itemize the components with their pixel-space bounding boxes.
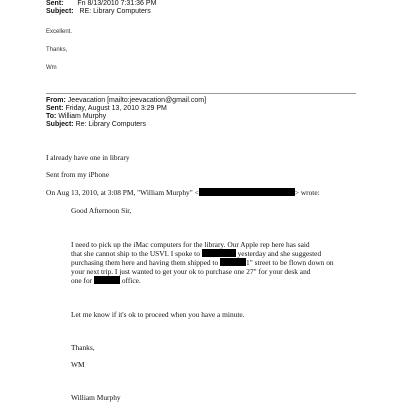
quoted-p1-line-1: I need to pick up the iMac computers for the library. Our Apple rep here has said: [71, 240, 310, 249]
from-value: Jeevacation [mailto:jeevacation@gmail.com]: [67, 97, 207, 104]
quote-intro: [46, 188, 320, 197]
redaction-office: [94, 276, 120, 284]
header-divider: [46, 93, 356, 94]
quoted-thanks: Thanks,: [71, 343, 95, 352]
quoted-p1-line-3-end: 1" street to be flown down on: [246, 258, 334, 267]
fwd-subject-line: [46, 121, 146, 129]
reply-line-2: Thanks,: [46, 47, 68, 53]
quoted-p2: Let me know if it's ok to proceed when you have a minute.: [71, 310, 245, 319]
sent-label: Sent:: [46, 0, 64, 7]
redaction-address: [220, 258, 246, 266]
fwd-sent-line: [46, 105, 167, 113]
quoted-p1-line-4: your next trip. I just wanted to get your ok to purchase one 27" for your desk and: [71, 267, 311, 276]
quoted-p1-line-3-start: purchasing them here and having them shipped to: [71, 258, 221, 267]
quoted-p1-line-5-end: office.: [119, 276, 141, 285]
sent-line: [46, 0, 156, 8]
quote-intro-end: > wrote:: [294, 188, 320, 197]
quote-intro-start: On Aug 13, 2010, at 3:08 PM, "William Murphy" <: [46, 188, 199, 197]
fwd-sent-value: Friday, August 13, 2010 3:29 PM: [65, 105, 167, 112]
quoted-signature-initials: WM: [71, 360, 85, 369]
fwd-subject-value: Re: Library Computers: [75, 121, 146, 128]
from-line: [46, 97, 206, 105]
message-line-2: Sent from my iPhone: [46, 170, 110, 179]
from-label: From:: [46, 97, 66, 104]
subject-value: RE: Library Computers: [79, 8, 151, 15]
quoted-p1-line-2: [71, 249, 321, 258]
message-line-1: I already have one in library: [46, 153, 130, 162]
quoted-p1-line-5-start: one for: [71, 276, 94, 285]
quoted-p1-line-3: [71, 258, 334, 267]
fwd-sent-label: Sent:: [46, 105, 64, 112]
redaction-email: [199, 188, 295, 196]
quoted-p1-line-5: [71, 276, 141, 285]
sent-value: Fri 8/13/2010 7:31:36 PM: [77, 0, 157, 7]
reply-line-1: Excellent.: [46, 29, 73, 35]
to-label: To:: [46, 113, 57, 120]
to-value: William Murphy: [58, 113, 107, 120]
subject-label: Subject:: [46, 8, 74, 15]
reply-line-3: Wm: [46, 65, 57, 71]
quoted-greeting: Good Afternoon Sir,: [71, 206, 132, 215]
to-line: [46, 113, 106, 121]
redaction-name: [202, 249, 236, 257]
quoted-p1-line-2-end: yesterday and she suggested: [235, 249, 322, 258]
quoted-p1-line-2-start: that she cannot ship to the USVI. I spoke to: [71, 249, 202, 258]
subject-line: [46, 8, 151, 16]
fwd-subject-label: Subject:: [46, 121, 74, 128]
quoted-signature-name: William Murphy: [71, 393, 121, 402]
